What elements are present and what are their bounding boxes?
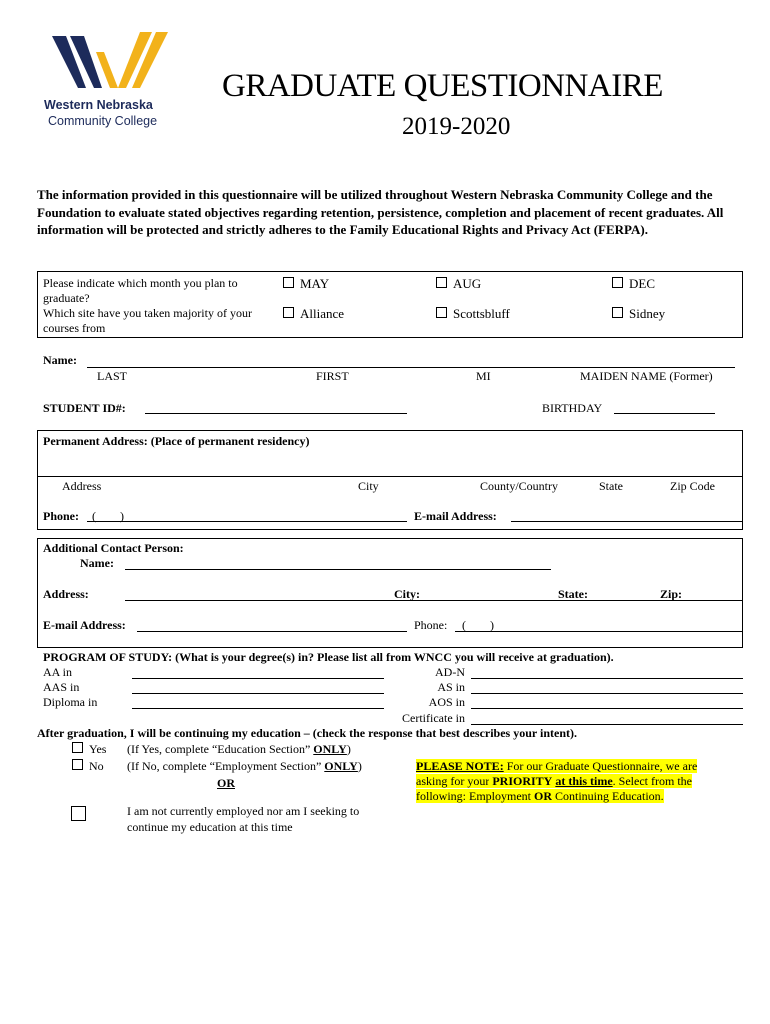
no-checkbox[interactable] <box>72 759 83 770</box>
continuing-question: After graduation, I will be continuing my education – (check the response that best describes your intent). <box>37 726 577 740</box>
no-only: ONLY <box>324 759 358 773</box>
please-note-text-1: For our Graduate Questionnaire, we are <box>503 759 698 773</box>
please-note-label: PLEASE NOTE: <box>416 759 504 773</box>
contact-address-label: Address: <box>43 587 89 601</box>
option-sidney[interactable] <box>612 306 665 322</box>
no-instruction-text: (If No, complete “Employment Section” <box>127 759 322 773</box>
name-sublabel-first: FIRST <box>316 369 349 383</box>
option-aug[interactable] <box>436 276 481 292</box>
option-scottsbluff[interactable] <box>436 306 510 322</box>
logo-line2: Community College <box>48 114 158 128</box>
yes-close-paren: ) <box>346 742 351 756</box>
option-yes[interactable] <box>72 742 106 757</box>
option-no[interactable] <box>72 759 104 774</box>
grad-month-question: Please indicate which month you plan to graduate? <box>43 276 238 305</box>
no-label: No <box>89 759 104 773</box>
email-input-line[interactable] <box>511 521 743 522</box>
contact-email-input-line[interactable] <box>137 631 407 632</box>
contact-zip-label: Zip: <box>660 587 683 601</box>
please-note-text-5: Continuing Education. <box>555 789 664 803</box>
program-aa-label: AA in <box>43 665 73 679</box>
program-aos-input-line[interactable] <box>471 708 743 709</box>
address-sublabel: Address <box>62 479 102 493</box>
option-dec[interactable] <box>612 276 655 292</box>
intro-paragraph: The information provided in this questionnaire will be utilized throughout Western Nebraska Community College and the Foundation to evaluate stated objectives regarding retention, persistence, completion and placement of recent graduates. All information will be protected and strictly adheres to the Family Educational Rights and Privacy Act (FERPA). <box>37 187 724 237</box>
or-label: OR <box>217 776 235 790</box>
phone-parens: ( ) <box>92 509 124 523</box>
name-label: Name: <box>43 353 77 367</box>
dec-checkbox[interactable] <box>612 277 623 288</box>
contact-city-label: City: <box>394 587 420 601</box>
name-sublabel-last: LAST <box>97 369 127 383</box>
contact-email-label: E-mail Address: <box>43 618 126 632</box>
alliance-checkbox[interactable] <box>283 307 294 318</box>
please-note <box>416 759 716 804</box>
please-note-priority: PRIORITY <box>492 774 553 788</box>
sidney-checkbox[interactable] <box>612 307 623 318</box>
contact-phone-input-line[interactable] <box>455 631 743 632</box>
aug-label: AUG <box>453 276 482 291</box>
alliance-label: Alliance <box>300 306 345 321</box>
zip-sublabel: Zip Code <box>670 479 715 493</box>
no-close-paren: ) <box>357 759 362 773</box>
program-aas-label: AAS in <box>43 680 80 694</box>
page-year: 2019-2020 <box>402 113 511 140</box>
contact-state-label: State: <box>558 587 588 601</box>
name-sublabel-maiden: MAIDEN NAME (Former) <box>580 369 713 383</box>
yes-instruction-text: (If Yes, complete “Education Section” <box>127 742 311 756</box>
may-checkbox[interactable] <box>283 277 294 288</box>
yes-only: ONLY <box>313 742 347 756</box>
permanent-address-heading: Permanent Address: (Place of permanent residency) <box>43 434 310 448</box>
scottsbluff-checkbox[interactable] <box>436 307 447 318</box>
contact-address-input-line[interactable] <box>125 600 743 601</box>
program-heading: PROGRAM OF STUDY: (What is your degree(s) in? Please list all from WNCC you will receive at graduation). <box>43 650 614 664</box>
aug-checkbox[interactable] <box>436 277 447 288</box>
option-may[interactable] <box>283 276 329 292</box>
program-diploma-input-line[interactable] <box>132 708 384 709</box>
may-label: MAY <box>300 276 330 291</box>
college-logo <box>44 32 174 132</box>
not-employed-text-line1: I am not currently employed nor am I seeking to <box>127 804 360 818</box>
program-as-label: AS in <box>437 680 465 694</box>
not-employed-checkbox-box[interactable] <box>71 806 86 821</box>
site-question: Which site have you taken majority of your courses from <box>43 306 252 335</box>
please-note-text-4: following: Employment <box>416 789 531 803</box>
dec-label: DEC <box>629 276 655 291</box>
please-note-text-2: asking for your <box>416 774 490 788</box>
contact-heading: Additional Contact Person: <box>43 541 184 555</box>
program-adn-input-line[interactable] <box>471 678 743 679</box>
scottsbluff-label: Scottsbluff <box>453 306 510 321</box>
program-certificate-input-line[interactable] <box>471 724 743 725</box>
program-aas-input-line[interactable] <box>132 693 384 694</box>
program-adn-label: AD-N <box>435 665 465 679</box>
not-employed-text-line2: continue my education at this time <box>127 820 293 834</box>
student-id-input-line[interactable] <box>145 413 407 414</box>
contact-name-input-line[interactable] <box>125 569 551 570</box>
name-input-line[interactable] <box>87 367 735 368</box>
program-aa-input-line[interactable] <box>132 678 384 679</box>
student-id-label: STUDENT ID#: <box>43 401 126 415</box>
please-note-or: OR <box>534 789 552 803</box>
no-instruction <box>127 759 362 774</box>
page-title: GRADUATE QUESTIONNAIRE <box>222 68 663 104</box>
birthday-input-line[interactable] <box>614 413 715 414</box>
email-label: E-mail Address: <box>414 509 497 523</box>
program-as-input-line[interactable] <box>471 693 743 694</box>
contact-phone-parens: ( ) <box>462 618 494 632</box>
phone-label: Phone: <box>43 509 79 523</box>
wncc-w-logo-icon <box>52 32 168 92</box>
county-sublabel: County/Country <box>480 479 559 493</box>
program-aos-label: AOS in <box>428 695 465 709</box>
please-note-text-3: . Select from the <box>612 774 692 788</box>
birthday-label: BIRTHDAY <box>542 401 603 415</box>
yes-checkbox[interactable] <box>72 742 83 753</box>
state-sublabel: State <box>599 479 623 493</box>
city-sublabel: City <box>358 479 379 493</box>
logo-line1: Western Nebraska <box>44 98 153 112</box>
name-sublabel-mi: MI <box>476 369 491 383</box>
program-diploma-label: Diploma in <box>43 695 98 709</box>
yes-instruction <box>127 742 351 757</box>
yes-label: Yes <box>89 742 107 756</box>
please-note-at-this-time: at this time <box>555 774 613 788</box>
contact-phone-label: Phone: <box>414 618 448 632</box>
phone-input-line[interactable] <box>87 521 407 522</box>
permanent-address-input-line[interactable] <box>38 476 742 477</box>
sidney-label: Sidney <box>629 306 666 321</box>
not-employed-checkbox[interactable] <box>71 806 86 826</box>
program-certificate-label: Certificate in <box>402 711 465 725</box>
contact-name-label: Name: <box>80 556 114 570</box>
option-alliance[interactable] <box>283 306 344 322</box>
